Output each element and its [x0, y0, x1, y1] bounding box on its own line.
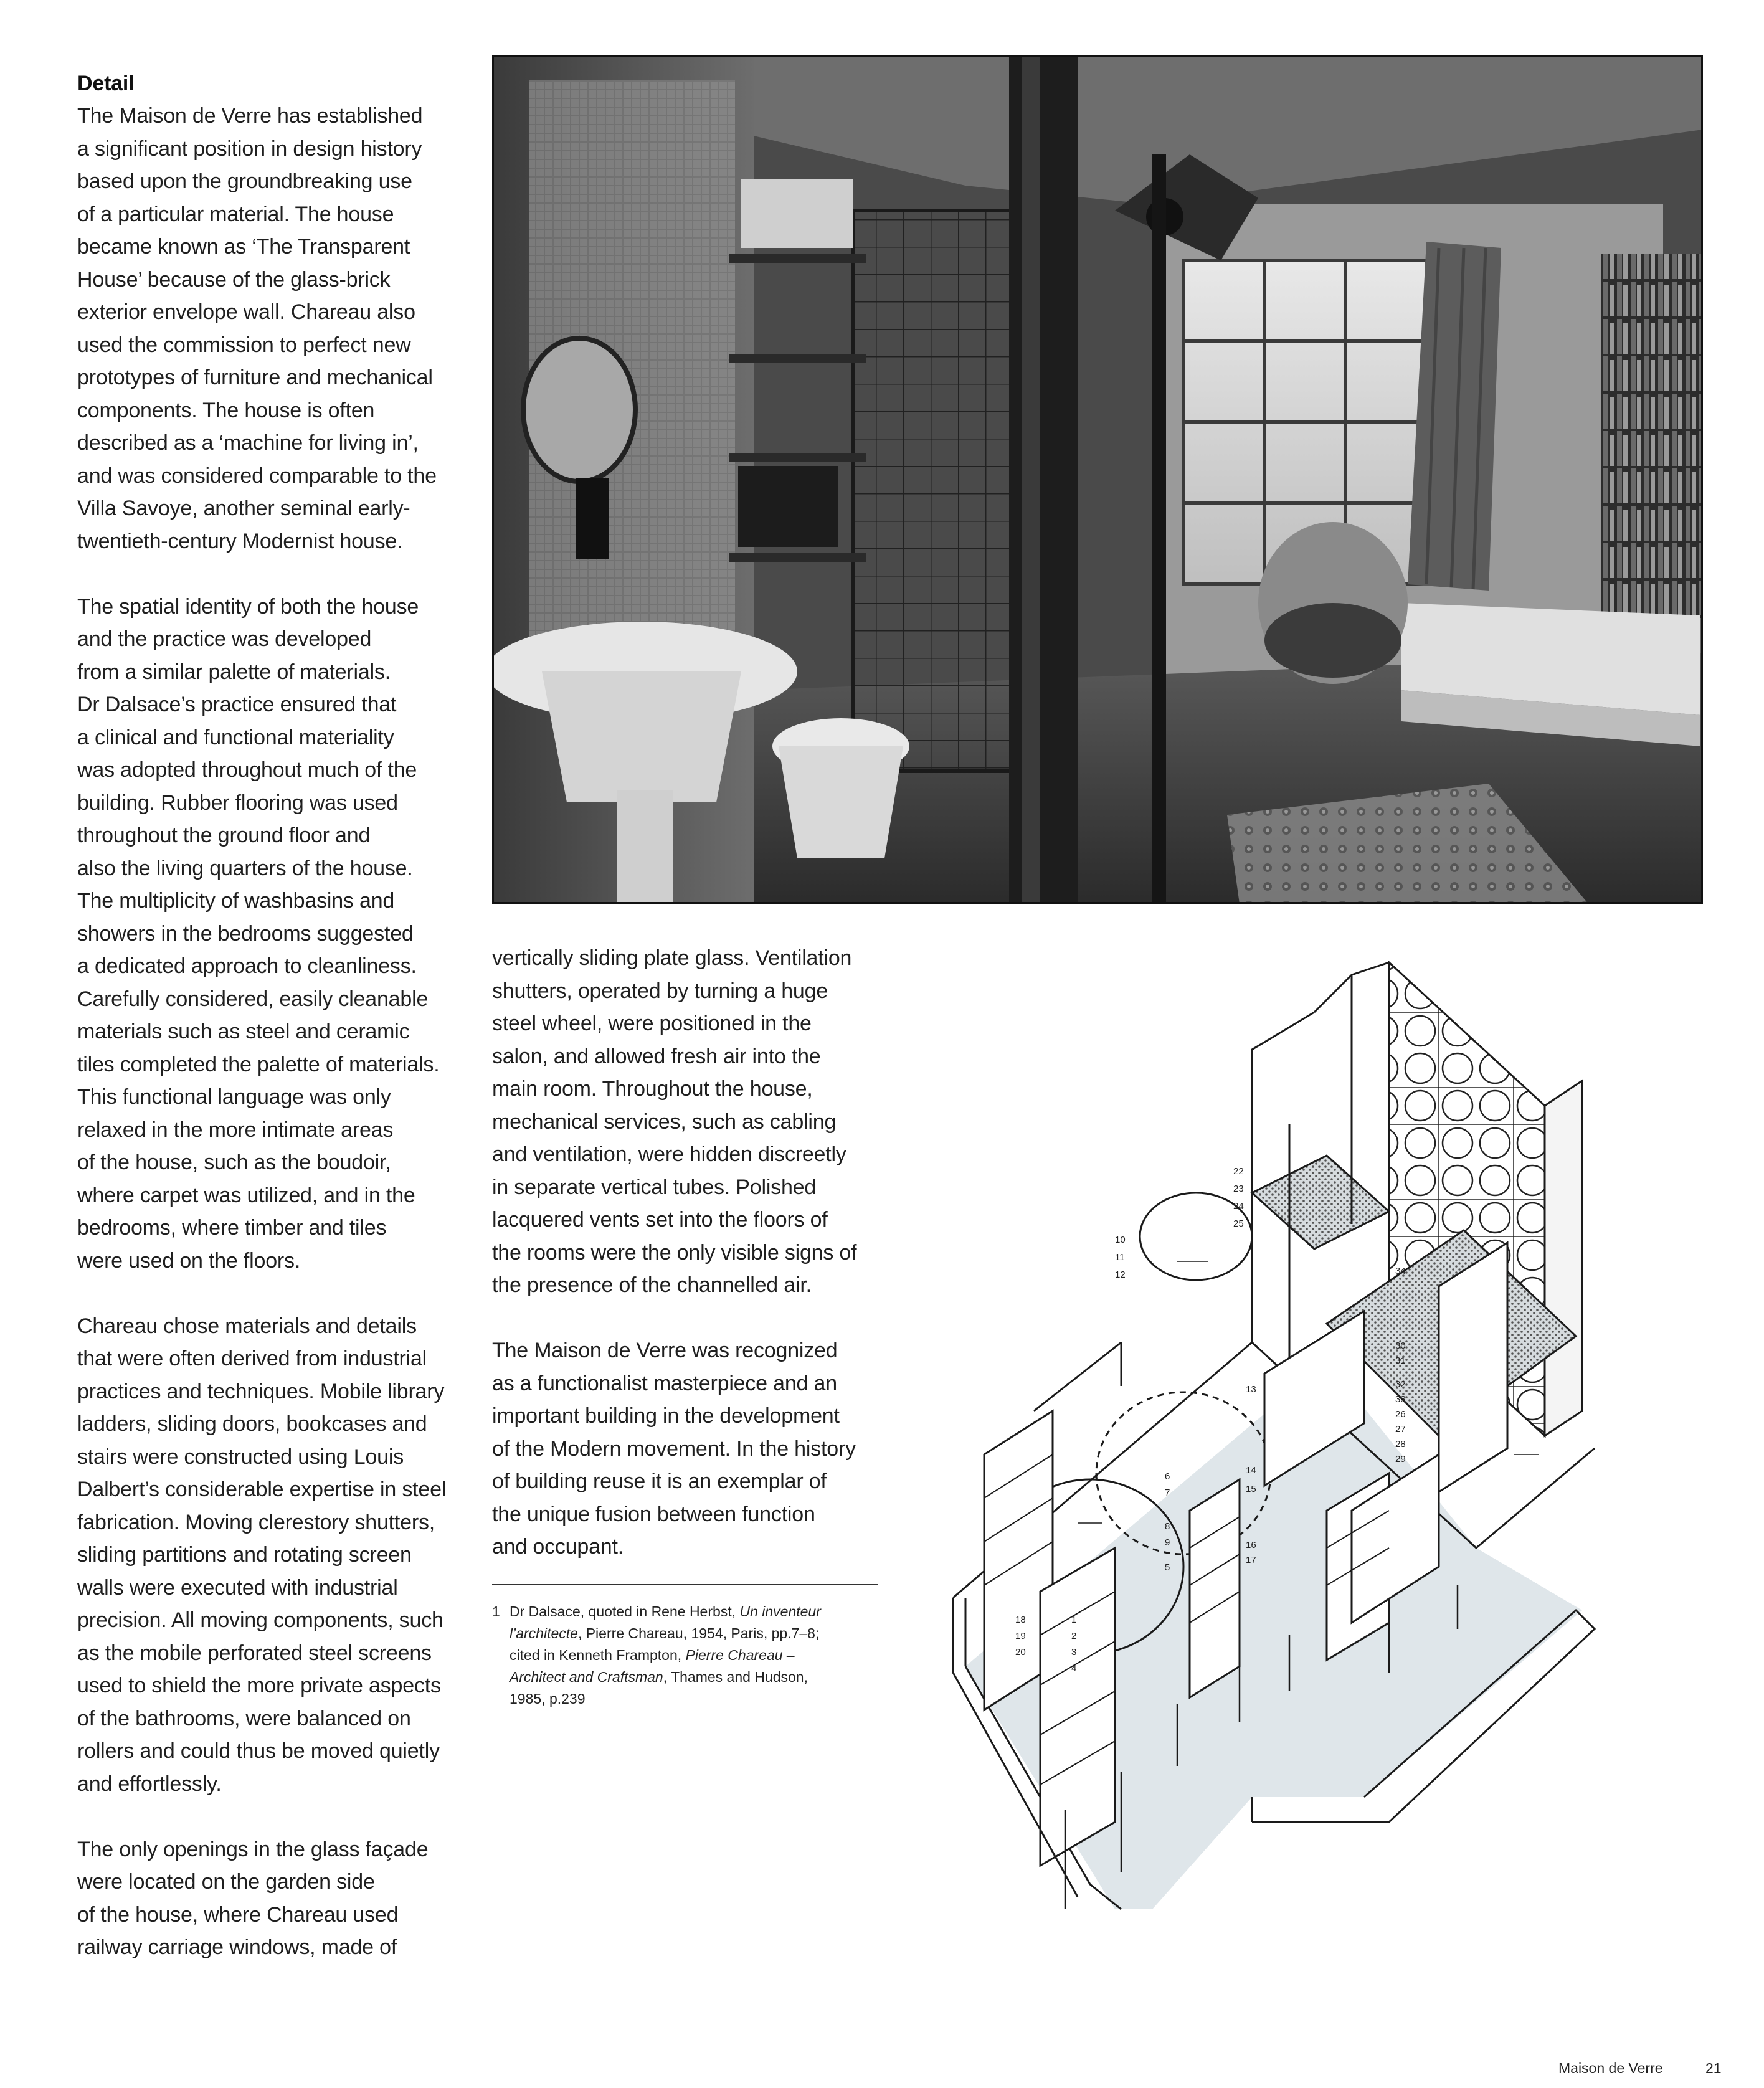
text-line: bedrooms, where timber and tiles [77, 1216, 387, 1240]
text-line: were used on the floors. [77, 1248, 301, 1273]
drawing-label: 34 [1395, 1266, 1406, 1276]
footnote-line [510, 1688, 878, 1710]
drawing-label: 12 [1115, 1269, 1126, 1280]
drawing-label: 17 [1246, 1555, 1256, 1565]
text-line: showers in the bedrooms suggested [77, 921, 414, 946]
drawing-label: 22 [1233, 1166, 1244, 1177]
page-number: 21 [1705, 2060, 1722, 2076]
drawing-label: 26 [1395, 1409, 1406, 1420]
text-line: used the commission to perfect new [77, 333, 411, 357]
text-line: fabrication. Moving clerestory shutters, [77, 1510, 435, 1534]
drawing-label: 1 [1071, 1615, 1077, 1625]
text-line: components. The house is often [77, 398, 375, 422]
text-line: of the house, such as the boudoir, [77, 1151, 391, 1174]
middle-paragraph [492, 1334, 878, 1564]
text-line: twentieth-century Modernist house. [77, 529, 403, 553]
drawing-label: 25 [1233, 1218, 1244, 1229]
footnote-run: cited in Kenneth Frampton, [510, 1647, 686, 1663]
footnote-line [510, 1666, 878, 1688]
text-line: and the practice was developed [77, 627, 372, 651]
left-paragraph [77, 1310, 476, 1801]
text-line: The spatial identity of both the house [77, 594, 419, 619]
bathroom-bedroom-photo [492, 55, 1703, 904]
text-line: tiles completed the palette of materials. [77, 1052, 440, 1076]
text-line: Villa Savoye, another seminal early- [77, 496, 410, 520]
left-paragraph [77, 1833, 476, 1964]
drawing-label: 28 [1395, 1439, 1406, 1450]
drawing-label: 33 [1395, 1394, 1406, 1405]
left-paragraph [77, 100, 476, 558]
text-line: a clinical and functional materiality [77, 725, 394, 749]
footnote-italic-run: Un inventeur [739, 1603, 821, 1620]
drawing-label: 24 [1233, 1201, 1244, 1212]
footnote-number: 1 [492, 1603, 500, 1620]
text-line: lacquered vents set into the floors of [492, 1208, 828, 1231]
footnote-line [510, 1601, 878, 1623]
text-line: of the Modern movement. In the history [492, 1436, 856, 1461]
drawing-label: 10 [1115, 1235, 1126, 1245]
footnote-line [510, 1644, 878, 1666]
drawing-label: 5 [1165, 1562, 1170, 1573]
text-line: a dedicated approach to cleanliness. [77, 954, 417, 978]
text-line: The multiplicity of washbasins and [77, 889, 395, 913]
text-line: building. Rubber flooring was used [77, 790, 398, 815]
text-line: used to shield the more private aspects [77, 1674, 441, 1697]
text-line: that were often derived from industrial [77, 1347, 427, 1370]
drawing-label: 6 [1165, 1471, 1170, 1482]
footnote-italic-run: l’architecte [510, 1625, 578, 1641]
text-line: Dalbert’s considerable expertise in steel [77, 1478, 447, 1501]
text-line: walls were executed with industrial [77, 1575, 398, 1600]
drawing-label: 8 [1165, 1521, 1170, 1532]
footnote-text [510, 1601, 878, 1710]
text-line: mechanical services, such as cabling [492, 1109, 837, 1134]
drawing-label: 16 [1246, 1540, 1256, 1550]
text-line: relaxed in the more intimate areas [77, 1118, 394, 1142]
text-line: became known as ‘The Transparent [77, 235, 410, 259]
text-line: materials such as steel and ceramic [77, 1020, 410, 1043]
drawing-label: 30 [1395, 1341, 1406, 1351]
text-line: This functional language was only [77, 1085, 391, 1109]
text-line: also the living quarters of the house. [77, 856, 413, 880]
footnote-run: 1985, p.239 [510, 1691, 586, 1707]
text-line: practices and techniques. Mobile library [77, 1379, 445, 1403]
drawing-label: 2 [1071, 1631, 1077, 1641]
text-line: of a particular material. The house [77, 202, 394, 226]
text-line: House’ because of the glass-brick [77, 267, 391, 292]
text-line: rollers and could thus be moved quietly [77, 1739, 440, 1763]
text-line: sliding partitions and rotating screen [77, 1543, 412, 1567]
drawing-label: 27 [1395, 1424, 1406, 1435]
drawing-label: 9 [1165, 1537, 1170, 1548]
drawing-label: 20 [1015, 1647, 1026, 1658]
text-line: Chareau chose materials and details [77, 1314, 417, 1338]
text-line: steel wheel, were positioned in the [492, 1012, 812, 1035]
axonometric-drawing [916, 937, 1694, 1947]
text-line: The Maison de Verre was recognized [492, 1339, 838, 1362]
drawing-label: 13 [1246, 1384, 1256, 1395]
footnote-italic-run: Pierre Chareau – [685, 1647, 795, 1663]
footnote-run: , Pierre Chareau, 1954, Paris, pp.7–8; [577, 1625, 820, 1641]
text-line: of the house, where Chareau used [77, 1902, 399, 1927]
text-line: stairs were constructed using Louis [77, 1445, 404, 1469]
text-line: described as a ‘machine for living in’, [77, 431, 419, 455]
text-line: railway carriage windows, made of [77, 1935, 397, 1959]
text-line: in separate vertical tubes. Polished [492, 1175, 817, 1199]
footnote-italic-run: Architect and Craftsman [510, 1669, 663, 1685]
middle-text-column [492, 942, 878, 1596]
left-paragraph [77, 591, 476, 1278]
footnote-run: , Thames and Hudson, [663, 1669, 808, 1685]
drawing-label: 7 [1165, 1488, 1170, 1498]
drawing-label: 19 [1015, 1631, 1026, 1641]
text-line: where carpet was utilized, and in the [77, 1183, 415, 1207]
drawing-label: 3 [1071, 1647, 1077, 1658]
drawing-label: 32 [1395, 1379, 1406, 1390]
text-line: and effortlessly. [77, 1772, 222, 1796]
text-line: The Maison de Verre has established [77, 104, 423, 128]
text-line: were located on the garden side [77, 1870, 375, 1894]
left-text-column [77, 67, 476, 1996]
footnote-run: Dr Dalsace, quoted in Rene Herbst, [510, 1603, 740, 1620]
text-line: of building reuse it is an exemplar of [492, 1469, 827, 1493]
drawing-label: 18 [1015, 1615, 1026, 1625]
drawing-label: 14 [1246, 1465, 1256, 1476]
text-line: ladders, sliding doors, bookcases and [77, 1412, 427, 1436]
text-line: a significant position in design history [77, 136, 422, 161]
drawing-label: 11 [1115, 1252, 1125, 1263]
middle-paragraph [492, 942, 878, 1302]
drawing-label: 23 [1233, 1184, 1244, 1194]
footnote-line [510, 1623, 878, 1644]
text-line: from a similar palette of materials. [77, 660, 391, 684]
text-line: precision. All moving components, such [77, 1608, 443, 1632]
text-line: of the bathrooms, were balanced on [77, 1706, 411, 1730]
text-line: and occupant. [492, 1535, 624, 1559]
drawing-label: 4 [1071, 1663, 1077, 1674]
text-line: and was considered comparable to the [77, 463, 437, 488]
text-line: the rooms were the only visible signs of [492, 1240, 857, 1265]
text-line: important building in the development [492, 1404, 840, 1428]
drawing-label: 31 [1395, 1355, 1406, 1366]
text-line: as a functionalist masterpiece and an [492, 1371, 837, 1395]
text-line: The only openings in the glass façade [77, 1837, 429, 1861]
text-line: Dr Dalsace’s practice ensured that [77, 693, 397, 716]
text-line: and ventilation, were hidden discreetly [492, 1142, 846, 1166]
drawing-label: 29 [1395, 1454, 1406, 1464]
text-line: shutters, operated by turning a huge [492, 979, 828, 1003]
text-line: throughout the ground floor and [77, 823, 371, 847]
footnote-rule [492, 1584, 878, 1585]
text-line: as the mobile perforated steel screens [77, 1641, 432, 1665]
text-line: was adopted throughout much of the [77, 758, 417, 782]
section-heading: Detail [77, 72, 135, 95]
footnote [492, 1601, 878, 1710]
text-line: main room. Throughout the house, [492, 1077, 813, 1101]
text-line: the unique fusion between function [492, 1502, 815, 1526]
drawing-label: 15 [1246, 1484, 1256, 1494]
text-line: exterior envelope wall. Chareau also [77, 300, 415, 324]
text-line: the presence of the channelled air. [492, 1273, 812, 1297]
text-line: Carefully considered, easily cleanable [77, 987, 429, 1011]
text-line: salon, and allowed fresh air into the [492, 1044, 821, 1068]
text-line: vertically sliding plate glass. Ventilation [492, 946, 852, 970]
text-line: based upon the groundbreaking use [77, 169, 412, 193]
running-footer-title: Maison de Verre [1558, 2060, 1663, 2076]
text-line: prototypes of furniture and mechanical [77, 366, 433, 389]
